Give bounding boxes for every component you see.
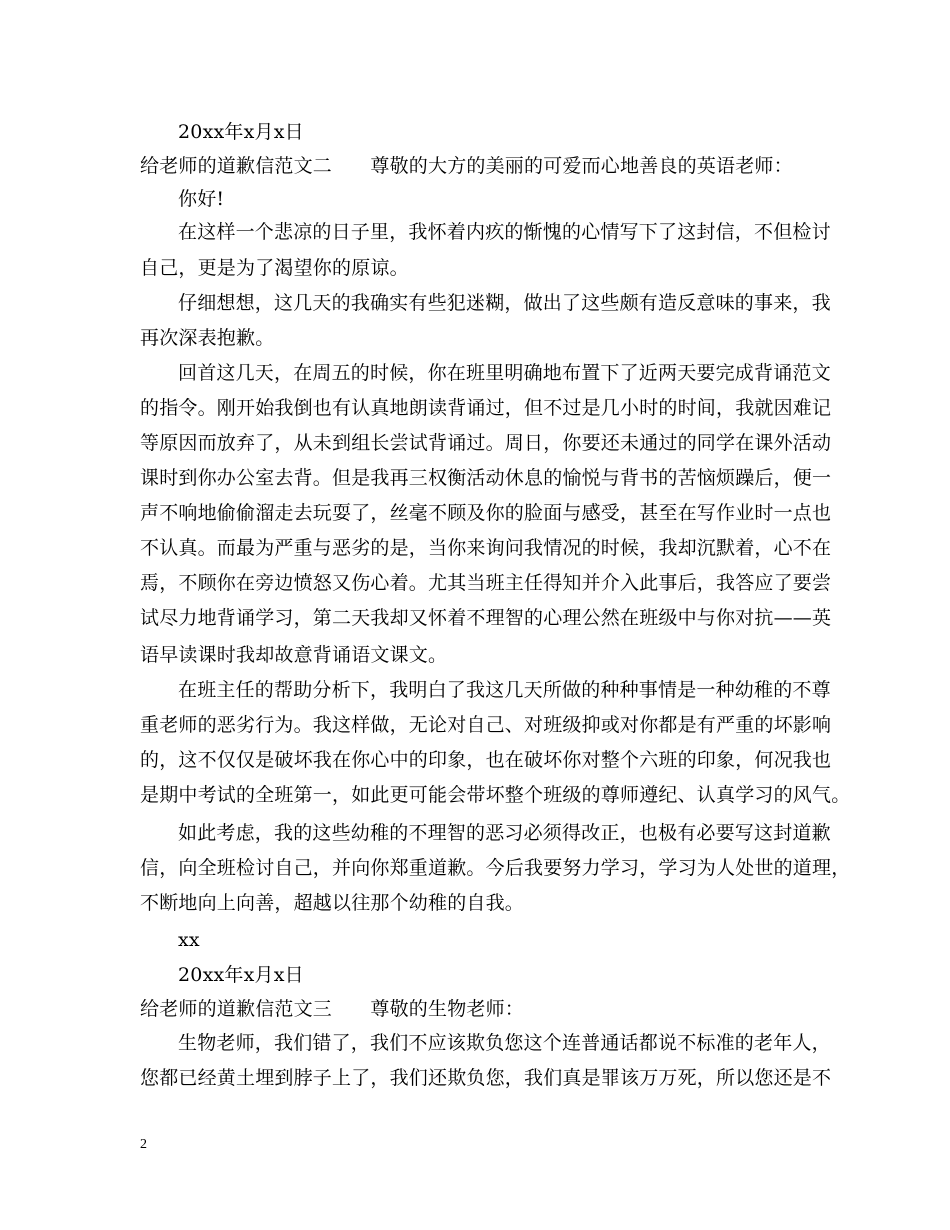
paragraph-line: 信，向全班检讨自己，并向你郑重道歉。今后我要努力学习，学习为人处世的道理， bbox=[140, 857, 851, 879]
paragraph-line: 回首这几天，在周五的时候，你在班里明确地布置下了近两天要完成背诵范文 bbox=[178, 362, 831, 384]
greeting: 你好! bbox=[178, 188, 225, 210]
paragraph-line: 在班主任的帮助分析下，我明白了我这几天所做的种种事情是一种幼稚的不尊 bbox=[178, 679, 831, 701]
paragraph-line: 焉，不顾你在旁边愤怒又伤心着。尤其当班主任得知并介入此事后，我答应了要尝 bbox=[140, 572, 832, 594]
paragraph-line: 再次深表抱歉。 bbox=[140, 327, 275, 349]
paragraph-line: 您都已经黄土埋到脖子上了，我们还欺负您，我们真是罪该万万死，所以您还是不 bbox=[140, 1067, 832, 1089]
paragraph-line: 语早读课时我却故意背诵语文课文。 bbox=[140, 644, 448, 666]
paragraph-line: 自己，更是为了渴望你的原谅。 bbox=[140, 257, 409, 279]
paragraph-line: 声不响地偷偷溜走去玩耍了，丝毫不顾及你的脸面与感受，甚至在写作业时一点也 bbox=[140, 502, 832, 524]
paragraph-line: 的，这不仅仅是破坏我在你心中的印象，也在破坏你对整个六班的印象，何况我也 bbox=[140, 749, 832, 771]
paragraph-line: 在这样一个悲凉的日子里，我怀着内疚的惭愧的心情写下了这封信，不但检讨 bbox=[178, 221, 831, 243]
letter-heading: 给老师的道歉信范文二 尊敬的大方的美丽的可爱而心地善良的英语老师： bbox=[140, 155, 793, 177]
letter-heading: 给老师的道歉信范文三 尊敬的生物老师： bbox=[140, 998, 525, 1020]
date-line: 20xx年x月x日 bbox=[178, 964, 304, 986]
paragraph-line: 的指令。刚开始我倒也有认真地朗读背诵过，但不过是几小时的时间，我就因难记 bbox=[140, 397, 832, 419]
signature: xx bbox=[178, 929, 200, 951]
paragraph-line: 等原因而放弃了，从未到组长尝试背诵过。周日，你要还未通过的同学在课外活动 bbox=[140, 432, 832, 454]
paragraph-line: 课时到你办公室去背。但是我再三权衡活动休息的愉悦与背书的苦恼烦躁后，便一 bbox=[140, 467, 832, 489]
page-number: 2 bbox=[140, 1137, 147, 1152]
paragraph-line: 生物老师，我们错了，我们不应该欺负您这个连普通话都说不标准的老年人， bbox=[178, 1032, 831, 1054]
paragraph-line: 不断地向上向善，超越以往那个幼稚的自我。 bbox=[140, 892, 525, 914]
paragraph-line: 不认真。而最为严重与恶劣的是，当你来询问我情况的时候，我却沉默着，心不在 bbox=[140, 537, 832, 559]
paragraph-line: 重老师的恶劣行为。我这样做，无论对自己、对班级抑或对你都是有严重的坏影响 bbox=[140, 714, 832, 736]
paragraph-line: 试尽力地背诵学习，第二天我却又怀着不理智的心理公然在班级中与你对抗——英 bbox=[140, 607, 832, 629]
paragraph-line: 仔细想想，这几天的我确实有些犯迷糊，做出了这些颇有造反意味的事来，我 bbox=[178, 292, 831, 314]
paragraph-line: 如此考虑，我的这些幼稚的不理智的恶习必须得改正，也极有必要写这封道歉 bbox=[178, 822, 831, 844]
date-line: 20xx年x月x日 bbox=[178, 121, 304, 143]
paragraph-line: 是期中考试的全班第一，如此更可能会带坏整个班级的尊师遵纪、认真学习的风气。 bbox=[140, 784, 851, 806]
